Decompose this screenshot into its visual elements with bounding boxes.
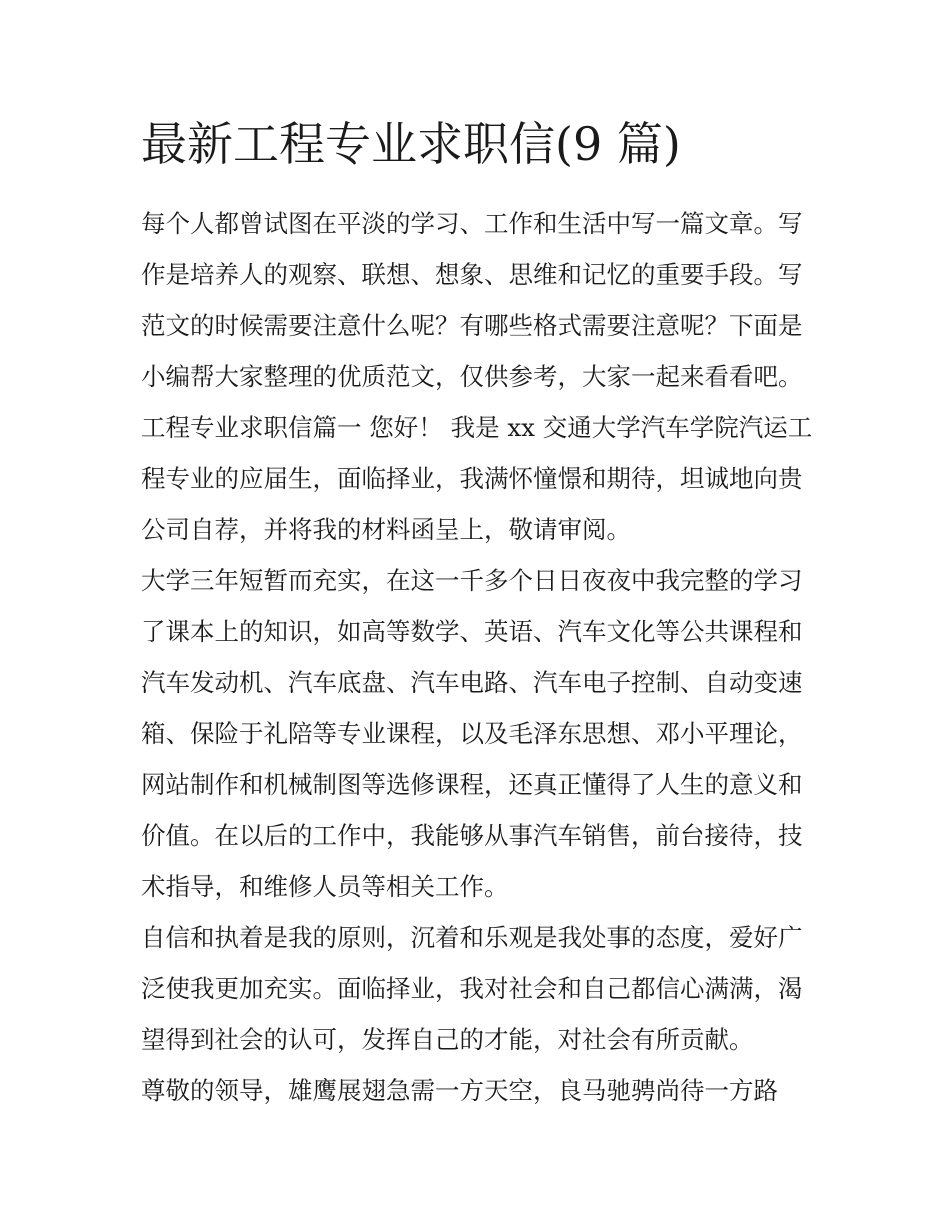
body-line: 大学三年短暂而充实，在这一千多个日日夜夜中我完整的学习 xyxy=(141,566,803,595)
document-body xyxy=(141,198,821,1116)
body-line: 公司自荐，并将我的材料函呈上，敬请审阅。 xyxy=(141,515,631,544)
body-line: 尊敬的领导，雄鹰展翅急需一方天空，良马驰骋尚待一方路 xyxy=(141,1076,778,1105)
body-line: 自信和执着是我的原则，沉着和乐观是我处事的态度，爱好广 xyxy=(141,923,803,952)
body-line: 作是培养人的观察、联想、想象、思维和记忆的重要手段。写 xyxy=(141,260,803,289)
body-line: 小编帮大家整理的优质范文，仅供参考，大家一起来看看吧。 xyxy=(141,362,803,391)
body-line: 网站制作和机械制图等选修课程，还真正懂得了人生的意义和 xyxy=(141,770,803,799)
body-line: 泛使我更加充实。面临择业，我对社会和自己都信心满满，渴 xyxy=(141,974,803,1003)
body-line: 范文的时候需要注意什么呢？有哪些格式需要注意呢？下面是 xyxy=(141,311,803,340)
document-title: 最新工程专业求职信(9 篇) xyxy=(141,117,681,171)
body-line: 了课本上的知识，如高等数学、英语、汽车文化等公共课程和 xyxy=(141,617,803,646)
body-line: 价值。在以后的工作中，我能够从事汽车销售，前台接待，技 xyxy=(141,821,803,850)
body-line: 程专业的应届生，面临择业，我满怀憧憬和期待，坦诚地向贵 xyxy=(141,464,803,493)
body-line: 每个人都曾试图在平淡的学习、工作和生活中写一篇文章。写 xyxy=(141,209,803,238)
body-line: 望得到社会的认可，发挥自己的才能，对社会有所贡献。 xyxy=(141,1025,754,1054)
body-line: 术指导，和维修人员等相关工作。 xyxy=(141,872,509,901)
body-line: 工程专业求职信篇一 您好！ 我是 xx 交通大学汽车学院汽运工 xyxy=(141,413,813,442)
body-line: 汽车发动机、汽车底盘、汽车电路、汽车电子控制、自动变速 xyxy=(141,668,803,697)
body-line: 箱、保险于礼陪等专业课程，以及毛泽东思想、邓小平理论， xyxy=(141,719,803,748)
